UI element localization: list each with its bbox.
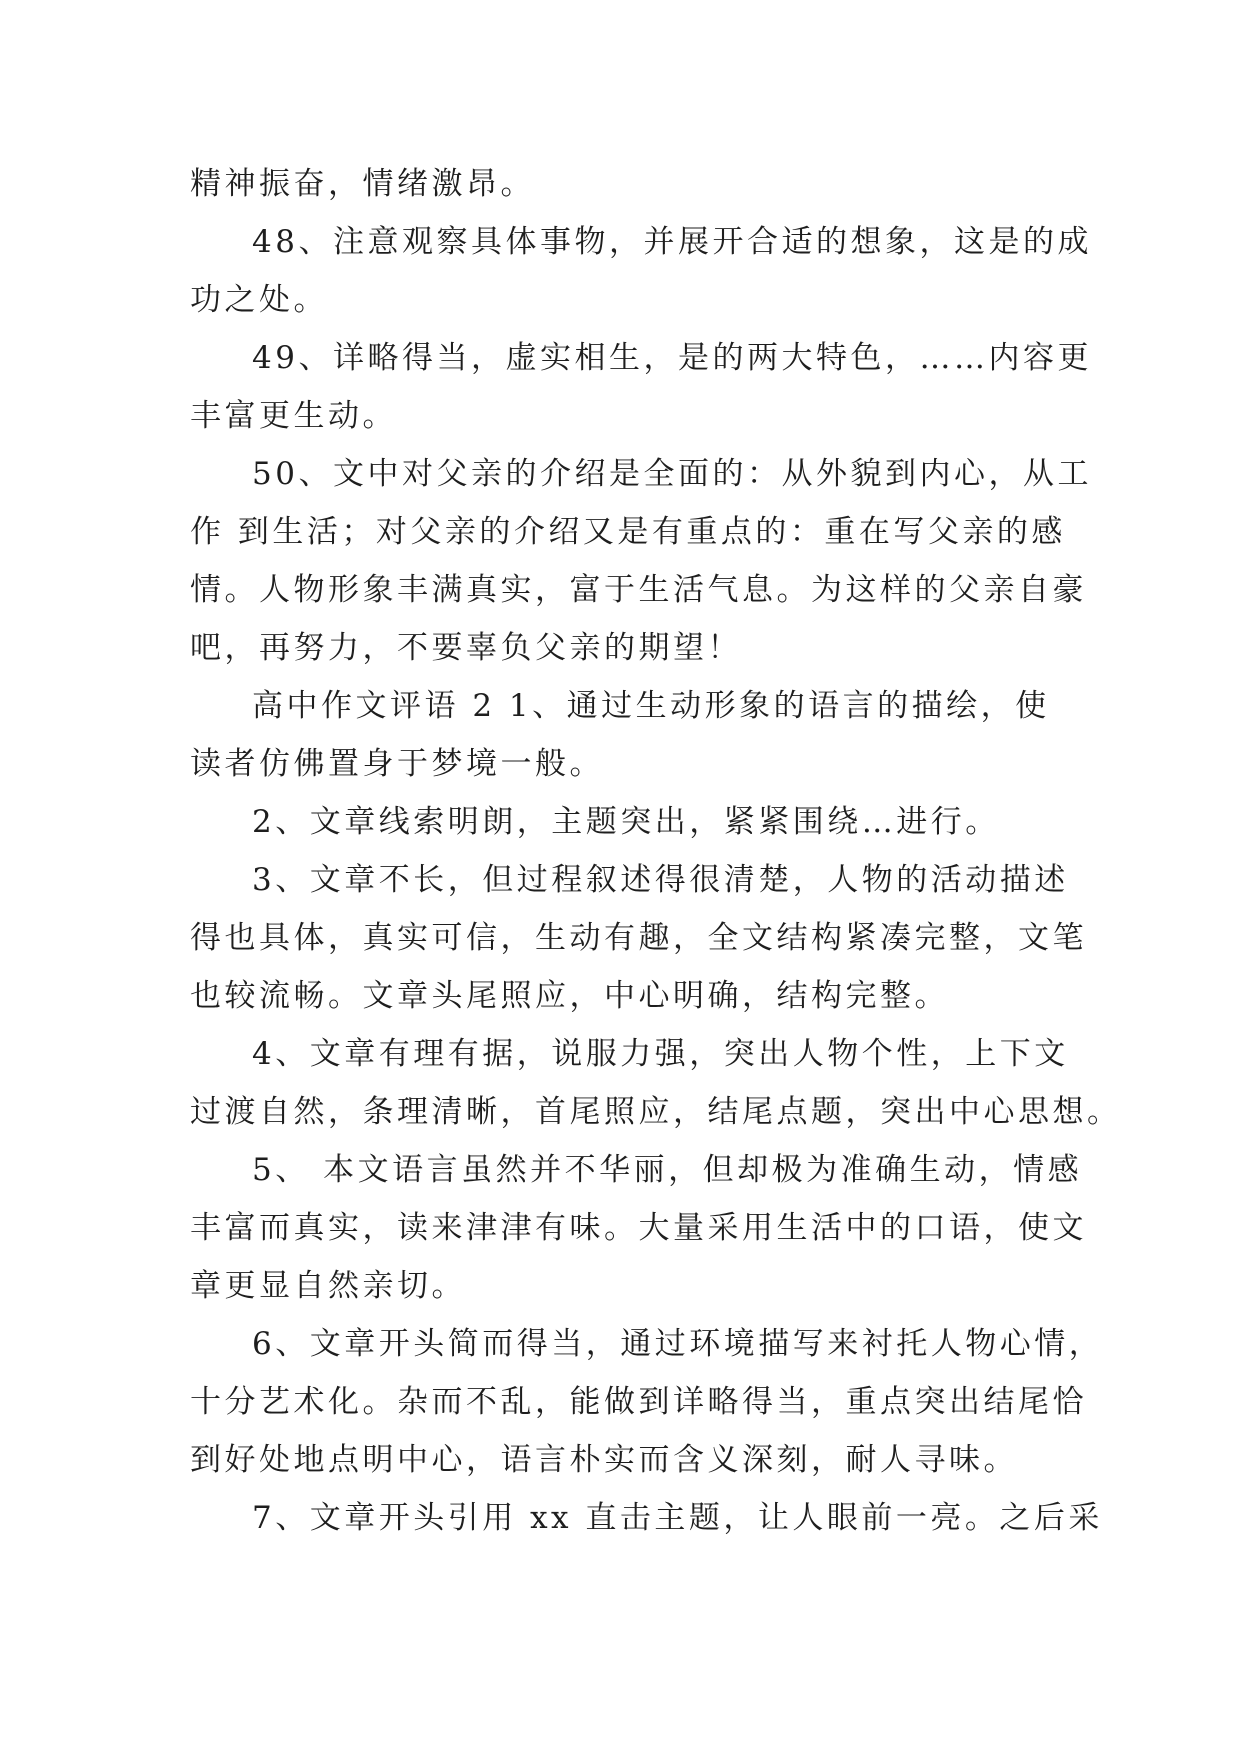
text-line: 2、文章线索明朗，主题突出，紧紧围绕…进行。 (252, 804, 1000, 840)
text-line: 49、详略得当，虚实相生，是的两大特色，……内容更 (252, 340, 1092, 376)
text-line: 丰富更生动。 (190, 398, 397, 434)
text-line: 功之处。 (190, 282, 328, 318)
text-line: 7、文章开头引用 xx 直击主题，让人眼前一亮。之后采 (252, 1500, 1103, 1536)
text-line: 50、文中对父亲的介绍是全面的：从外貌到内心，从工 (252, 456, 1092, 492)
text-line: 得也具体，真实可信，生动有趣，全文结构紧凑完整，文笔 (190, 920, 1087, 956)
text-line: 作 到生活；对父亲的介绍又是有重点的：重在写父亲的感 (190, 514, 1066, 550)
text-line: 5、 本文语言虽然并不华丽，但却极为准确生动，情感 (252, 1152, 1083, 1188)
text-line: 48、注意观察具体事物，并展开合适的想象，这是的成 (252, 224, 1092, 260)
text-line: 到好处地点明中心，语言朴实而含义深刻，耐人寻味。 (190, 1442, 1018, 1478)
text-line: 读者仿佛置身于梦境一般。 (190, 746, 604, 782)
text-line: 3、文章不长，但过程叙述得很清楚，人物的活动描述 (252, 862, 1069, 898)
text-line: 过渡自然，条理清晰，首尾照应，结尾点题，突出中心思想。 (190, 1094, 1122, 1130)
document-body (190, 155, 1122, 1547)
text-line: 精神振奋，情绪激昂。 (190, 166, 535, 202)
text-line: 4、文章有理有据，说服力强，突出人物个性，上下文 (252, 1036, 1069, 1072)
text-line: 十分艺术化。杂而不乱，能做到详略得当，重点突出结尾恰 (190, 1384, 1087, 1420)
text-line: 情。人物形象丰满真实，富于生活气息。为这样的父亲自豪 (190, 572, 1087, 608)
section-heading-line: 高中作文评语 2 1、通过生动形象的语言的描绘，使 (252, 688, 1050, 724)
text-line: 丰富而真实，读来津津有味。大量采用生活中的口语，使文 (190, 1210, 1087, 1246)
text-line: 章更显自然亲切。 (190, 1268, 466, 1304)
text-line: 吧，再努力，不要辜负父亲的期望！ (190, 630, 742, 666)
text-line: 也较流畅。文章头尾照应，中心明确，结构完整。 (190, 978, 949, 1014)
text-line: 6、文章开头简而得当，通过环境描写来衬托人物心情， (252, 1326, 1104, 1362)
